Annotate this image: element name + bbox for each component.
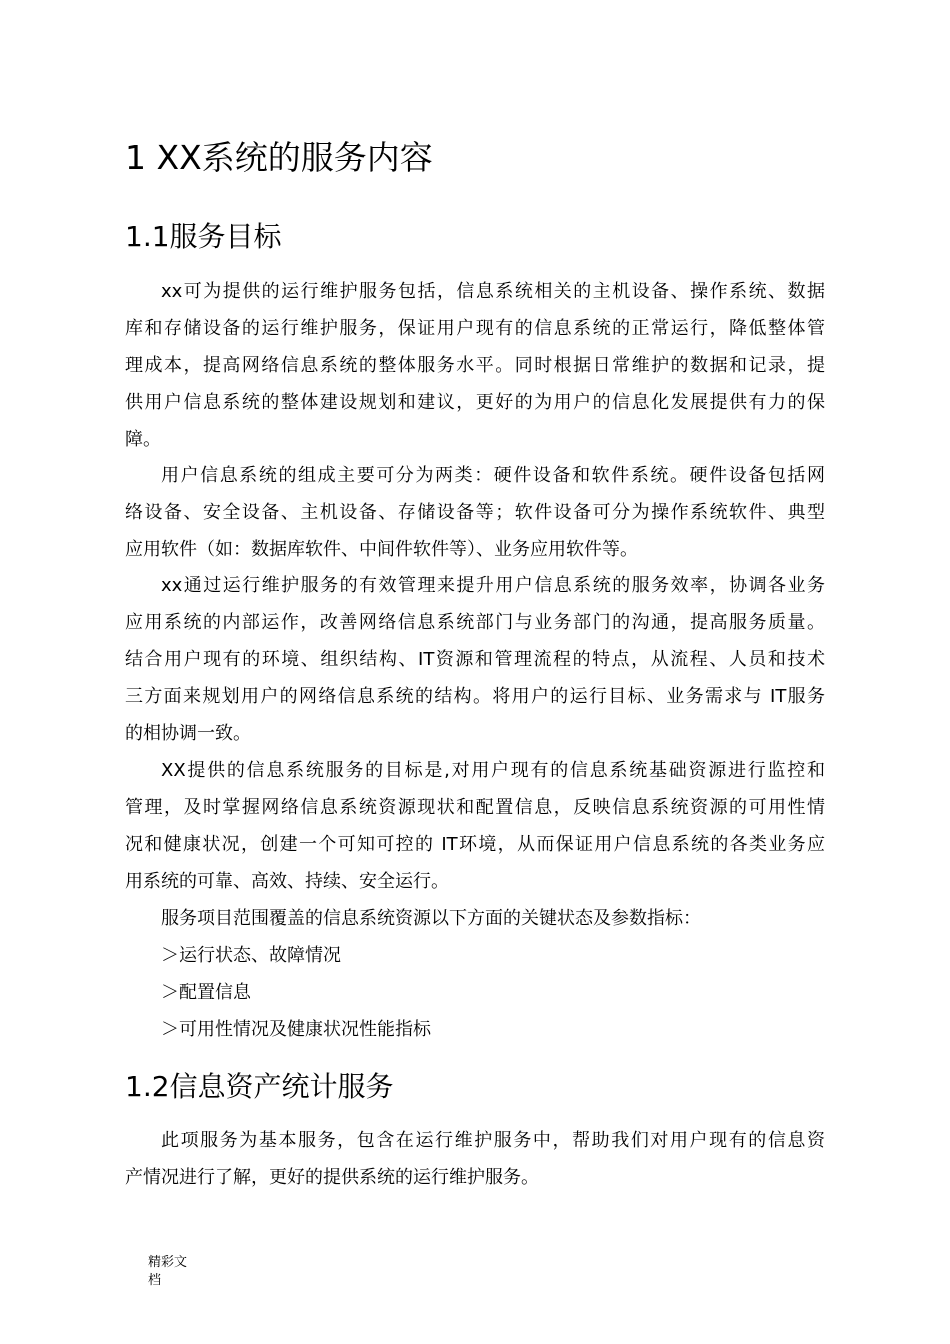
paragraph bbox=[125, 1122, 825, 1196]
text-line: 服务项目范围覆盖的信息系统资源以下方面的关键状态及参数指标： bbox=[161, 908, 701, 929]
text-line: 用系统的可靠、高效、持续、安全运行。 bbox=[125, 871, 449, 892]
text-line: 库和存储设备的运行维护服务，保证用户现有的信息系统的正常运行，降低整体管 bbox=[125, 318, 825, 339]
footer-line: 精彩文 bbox=[148, 1255, 188, 1270]
text-line: xx可为提供的运行维护服务包括，信息系统相关的主机设备、操作系统、数据 bbox=[161, 281, 825, 302]
text-line: 的相协调一致。 bbox=[125, 723, 251, 744]
list-item: ＞配置信息 bbox=[161, 982, 251, 1003]
text-line: 用户信息系统的组成主要可分为两类：硬件设备和软件系统。硬件设备包括网 bbox=[161, 465, 825, 486]
text-line: 应用软件（如：数据库软件、中间件软件等）、业务应用软件等。 bbox=[125, 539, 638, 560]
list-item: ＞可用性情况及健康状况性能指标 bbox=[161, 1019, 431, 1040]
paragraph bbox=[125, 752, 825, 900]
paragraph bbox=[125, 273, 825, 458]
section-heading-1-2: 1.2信息资产统计服务 bbox=[125, 1070, 394, 1103]
text-line: 产情况进行了解，更好的提供系统的运行维护服务。 bbox=[125, 1167, 539, 1188]
section-heading-1-1: 1.1服务目标 bbox=[125, 220, 282, 253]
text-line: 三方面来规划用户的网络信息系统的结构。将用户的运行目标、业务需求与 IT服务 bbox=[125, 686, 825, 707]
list-item: ＞运行状态、故障情况 bbox=[161, 945, 341, 966]
text-line: 况和健康状况，创建一个可知可控的 IT环境，从而保证用户信息系统的各类业务应 bbox=[125, 834, 825, 855]
text-line: 管理，及时掌握网络信息系统资源现状和配置信息，反映信息系统资源的可用性情 bbox=[125, 797, 825, 818]
text-line: XX提供的信息系统服务的目标是,对用户现有的信息系统基础资源进行监控和 bbox=[161, 760, 825, 781]
text-line: 供用户信息系统的整体建设规划和建议，更好的为用户的信息化发展提供有力的保 bbox=[125, 392, 825, 413]
text-line: 结合用户现有的环境、组织结构、IT资源和管理流程的特点，从流程、人员和技术 bbox=[125, 649, 825, 670]
text-line: xx通过运行维护服务的有效管理来提升用户信息系统的服务效率，协调各业务 bbox=[161, 575, 825, 596]
page-footer bbox=[148, 1254, 208, 1290]
text-line: 此项服务为基本服务，包含在运行维护服务中，帮助我们对用户现有的信息资 bbox=[161, 1130, 825, 1151]
chapter-heading: 1 XX系统的服务内容 bbox=[125, 138, 433, 177]
paragraph bbox=[125, 457, 825, 568]
text-line: 理成本，提高网络信息系统的整体服务水平。同时根据日常维护的数据和记录，提 bbox=[125, 355, 825, 376]
text-line: 应用系统的内部运作，改善网络信息系统部门与业务部门的沟通，提高服务质量。 bbox=[125, 612, 825, 633]
paragraph bbox=[125, 567, 825, 752]
paragraph bbox=[125, 900, 825, 937]
text-line: 障。 bbox=[125, 429, 161, 450]
footer-line: 档 bbox=[148, 1273, 162, 1288]
text-line: 络设备、安全设备、主机设备、存储设备等；软件设备可分为操作系统软件、典型 bbox=[125, 502, 825, 523]
